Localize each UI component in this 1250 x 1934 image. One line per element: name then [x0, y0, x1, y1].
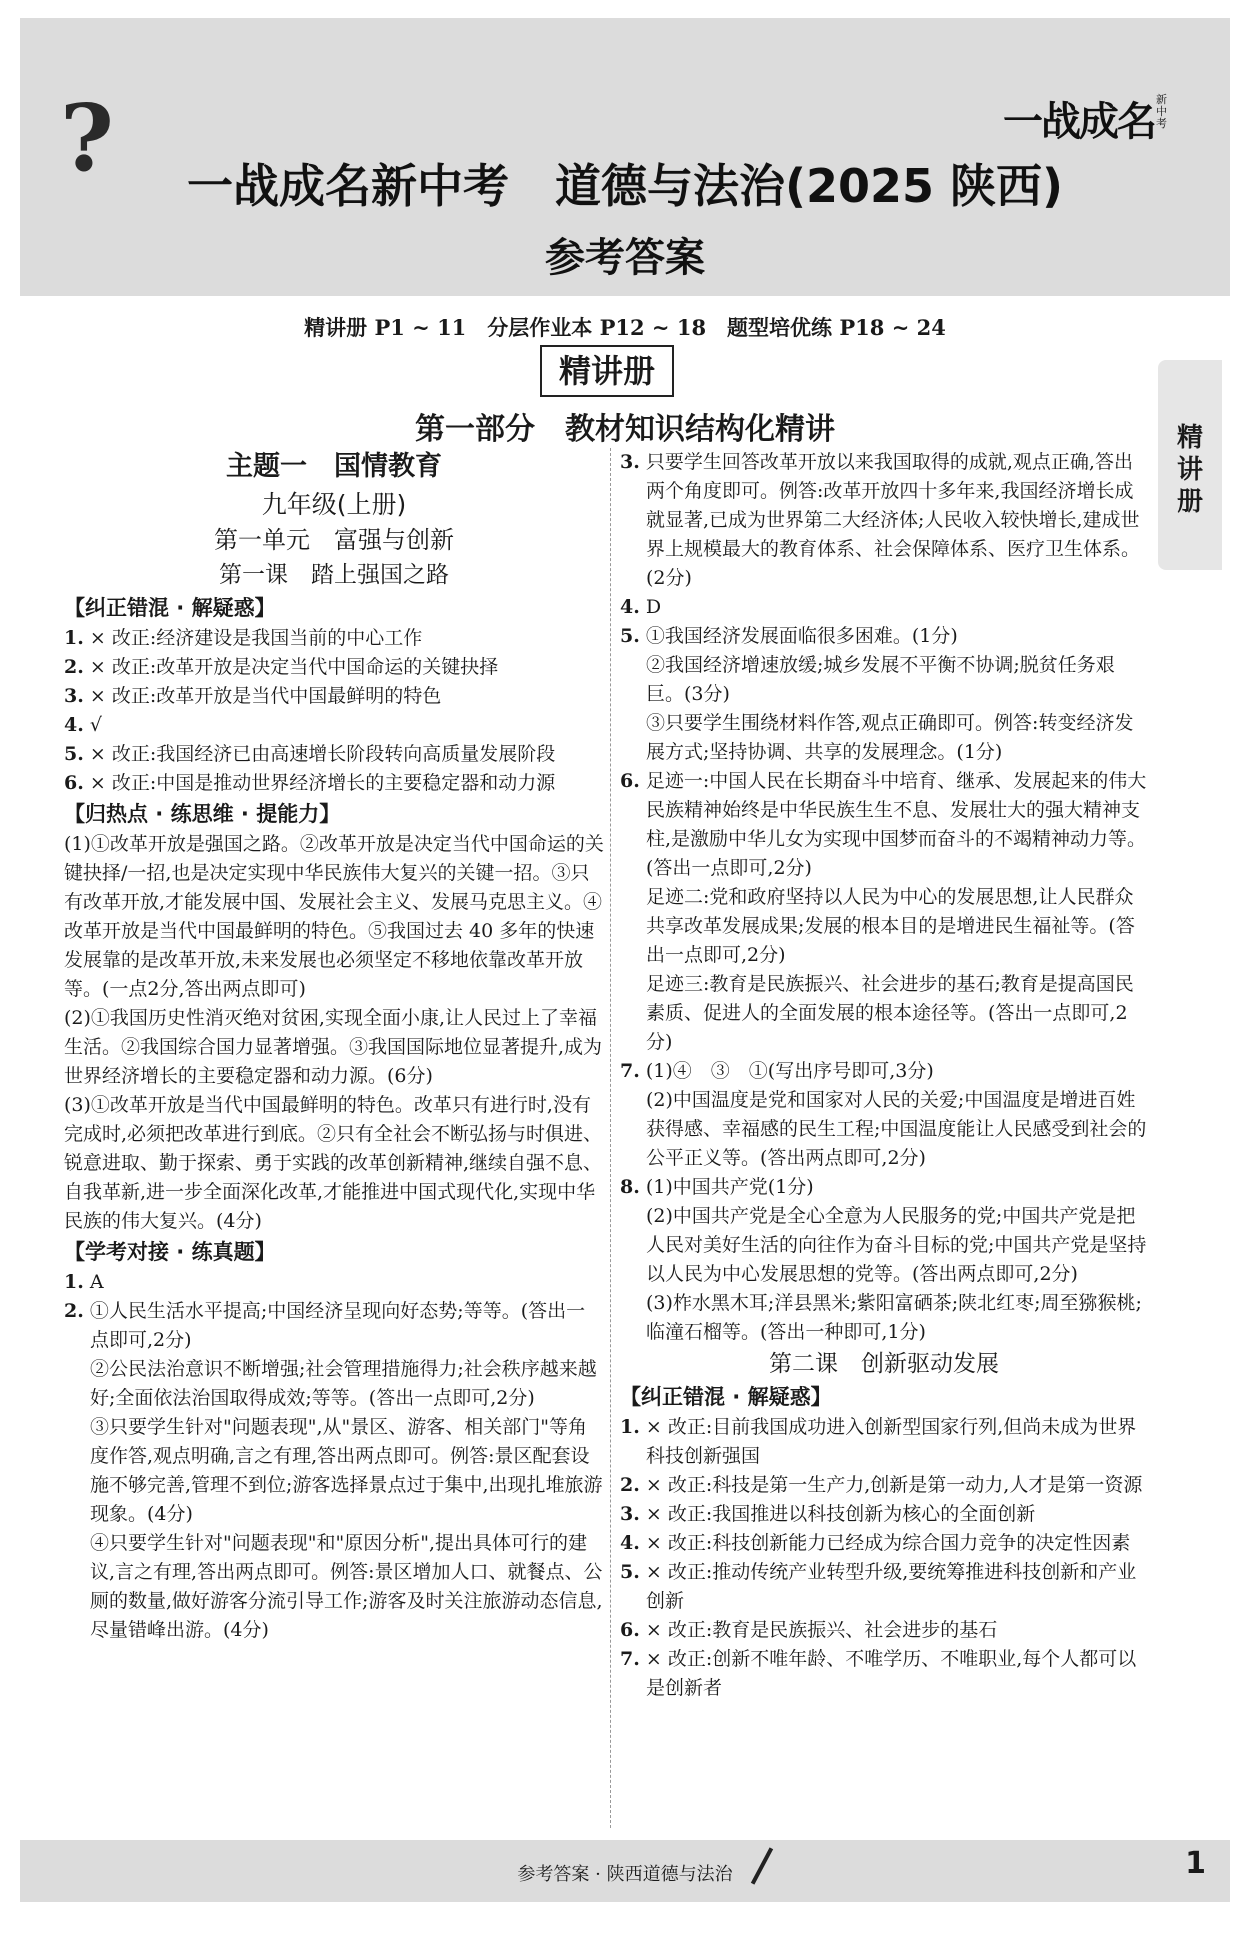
- answer-line: (2)中国共产党是全心全意为人民服务的党;中国共产党是把人民对美好生活的向往作为奋斗目标的党;中国共产党是坚持以人民为中心发展思想的党等。(答出两点即可,2分): [646, 1205, 1147, 1285]
- answer-line: 足迹二:党和政府坚持以人民为中心的发展思想,让人民群众共享改革发展成果;发展的根本目的是增进民生福祉等。(答出一点即可,2分): [646, 886, 1135, 966]
- list-item: 7. × 改正:创新不唯年龄、不唯学历、不唯职业,每个人都可以是创新者: [620, 1648, 1137, 1699]
- left-column: [64, 448, 604, 1645]
- list-item: 5. × 改正:推动传统产业转型升级,要统筹推进科技创新和产业创新: [620, 1561, 1137, 1612]
- answer-line: ②公民法治意识不断增强;社会管理措施得力;社会秩序越来越好;全面依法治国取得成效;等等。(答出一点即可,2分): [90, 1358, 597, 1409]
- topic-heading: 主题一 国情教育: [226, 451, 442, 482]
- answer-line: ④只要学生针对"问题表现"和"原因分析",提出具体可行的建议,言之有理,答出两点即可。例答:景区增加人口、就餐点、公厕的数量,做好游客分流引导工作;游客及时关注旅游动态信息,尽量错峰出游。(4分): [90, 1532, 603, 1641]
- unit-heading: 第一单元 富强与创新: [214, 526, 454, 554]
- list-item: 5. ①我国经济发展面临很多困难。(1分): [620, 625, 958, 647]
- section-heading: 【学考对接 · 练真题】: [64, 1240, 276, 1264]
- question-mark-icon: ?: [60, 84, 114, 192]
- right-column: [620, 448, 1148, 1703]
- page-range: 精讲册 P1 ~ 11 分层作业本 P12 ~ 18 题型培优练 P18 ~ 24: [304, 315, 946, 340]
- answer-line: ③只要学生针对"问题表现",从"景区、游客、相关部门"等角度作答,观点明确,言之有理,答出两点即可。例答:景区配套设施不够完善,管理不到位;游客选择景点过于集中,出现扎堆旅游现象。(4分): [90, 1416, 603, 1525]
- grade-heading: 九年级(上册): [261, 490, 407, 519]
- list-item: 3. × 改正:改革开放是当代中国最鲜明的特色: [64, 685, 442, 707]
- list-item: 1. A: [64, 1271, 104, 1293]
- answer-line: ②我国经济增速放缓;城乡发展不平衡不协调;脱贫任务艰巨。(3分): [646, 654, 1115, 705]
- answer-paragraph: (1)①改革开放是强国之路。②改革开放是决定当代中国命运的关键抉择/一招,也是决定实现中华民族伟大复兴的关键一招。③只有改革开放,才能发展中国、发展社会主义、发展马克思主义。④改革开放是当代中国最鲜明的特色。⑤我国过去 40 多年的快速发展靠的是改革开放,未来发展也必须坚定不移地依靠改革开放等。(一点2分,答出两点即可): [64, 833, 604, 1000]
- answer-paragraph: (3)①改革开放是当代中国最鲜明的特色。改革只有进行时,没有完成时,必须把改革进行到底。②只有全社会不断弘扬与时俱进、锐意进取、勤于探索、勇于实践的改革创新精神,继续自强不息、自我革新,进一步全面深化改革,才能推进中国式现代化,实现中华民族的伟大复兴。(4分): [64, 1094, 603, 1232]
- page-subtitle: 参考答案: [545, 235, 705, 281]
- list-item: 3. × 改正:我国推进以科技创新为核心的全面创新: [620, 1503, 1036, 1525]
- list-item: 6. × 改正:中国是推动世界经济增长的主要稳定器和动力源: [64, 772, 556, 794]
- list-item: 2. × 改正:科技是第一生产力,创新是第一动力,人才是第一资源: [620, 1474, 1143, 1496]
- part-title: 第一部分 教材知识结构化精讲: [415, 412, 835, 447]
- column-divider: [610, 448, 611, 1828]
- side-tab: [1158, 360, 1222, 570]
- section-box-title: 精讲册: [540, 345, 674, 397]
- footer-text: 参考答案 · 陕西道德与法治: [517, 1864, 733, 1885]
- list-item: 4. × 改正:科技创新能力已经成为综合国力竞争的决定性因素: [620, 1532, 1131, 1554]
- answer-line: 足迹三:教育是民族振兴、社会进步的基石;教育是提高国民素质、促进人的全面发展的根本途径等。(答出一点即可,2分): [646, 973, 1134, 1053]
- list-item: 4. √: [64, 714, 102, 736]
- list-item: 2. ①人民生活水平提高;中国经济呈现向好态势;等等。(答出一点即可,2分): [64, 1300, 586, 1351]
- list-item: 1. × 改正:目前我国成功进入创新型国家行列,但尚未成为世界科技创新强国: [620, 1416, 1137, 1467]
- answer-paragraph: (2)①我国历史性消灭绝对贫困,实现全面小康,让人民过上了幸福生活。②我国综合国力显著增强。③我国国际地位显著提升,成为世界经济增长的主要稳定器和动力源。(6分): [64, 1007, 603, 1087]
- list-item: 1. × 改正:经济建设是我国当前的中心工作: [64, 627, 423, 649]
- list-item: 6. × 改正:教育是民族振兴、社会进步的基石: [620, 1619, 998, 1641]
- answer-line: ③只要学生围绕材料作答,观点正确即可。例答:转变经济发展方式;坚持协调、共享的发展理念。(1分): [646, 712, 1134, 763]
- section-heading: 【纠正错混 · 解疑惑】: [64, 596, 276, 620]
- lesson-heading: 第一课 踏上强国之路: [219, 562, 449, 588]
- list-item: 8. (1)中国共产党(1分): [620, 1176, 814, 1198]
- section-heading: 【归热点 · 练思维 · 提能力】: [64, 802, 341, 826]
- brand-logo-sub: 新中考: [1156, 93, 1167, 130]
- list-item: 3. 只要学生回答改革开放以来我国取得的成就,观点正确,答出两个角度即可。例答:改革开放四十多年来,我国经济增长成就显著,已成为世界第二大经济体;人民收入较快增长,建成世界上规模最大的教育体系、社会保障体系、医疗卫生体系。(2分): [620, 451, 1141, 589]
- page-title: 一战成名新中考 道德与法治(2025 陕西): [186, 159, 1064, 213]
- list-item: 6. 足迹一:中国人民在长期奋斗中培育、继承、发展起来的伟大民族精神始终是中华民族生生不息、发展壮大的强大精神支柱,是激励中华儿女为实现中国梦而奋斗的不竭精神动力等。(答出一点即可,2分): [620, 770, 1147, 879]
- answer-line: (2)中国温度是党和国家对人民的关爱;中国温度是增进百姓获得感、幸福感的民生工程;中国温度能让人民感受到社会的公平正义等。(答出两点即可,2分): [646, 1089, 1147, 1169]
- section-heading: 【纠正错混 · 解疑惑】: [620, 1385, 832, 1409]
- page-number: 1: [1185, 1846, 1206, 1881]
- list-item: 2. × 改正:改革开放是决定当代中国命运的关键抉择: [64, 656, 499, 678]
- brand-logo: 一战成名: [1003, 99, 1155, 145]
- lesson-heading: 第二课 创新驱动发展: [769, 1351, 999, 1377]
- answer-line: (3)柞水黑木耳;洋县黑米;紫阳富硒茶;陕北红枣;周至猕猴桃;临潼石榴等。(答出一种即可,1分): [646, 1292, 1142, 1343]
- list-item: 7. (1)④ ③ ①(写出序号即可,3分): [620, 1060, 934, 1082]
- list-item: 4. D: [620, 596, 662, 618]
- side-tab-label: 精讲册: [1176, 423, 1203, 517]
- list-item: 5. × 改正:我国经济已由高速增长阶段转向高质量发展阶段: [64, 743, 556, 765]
